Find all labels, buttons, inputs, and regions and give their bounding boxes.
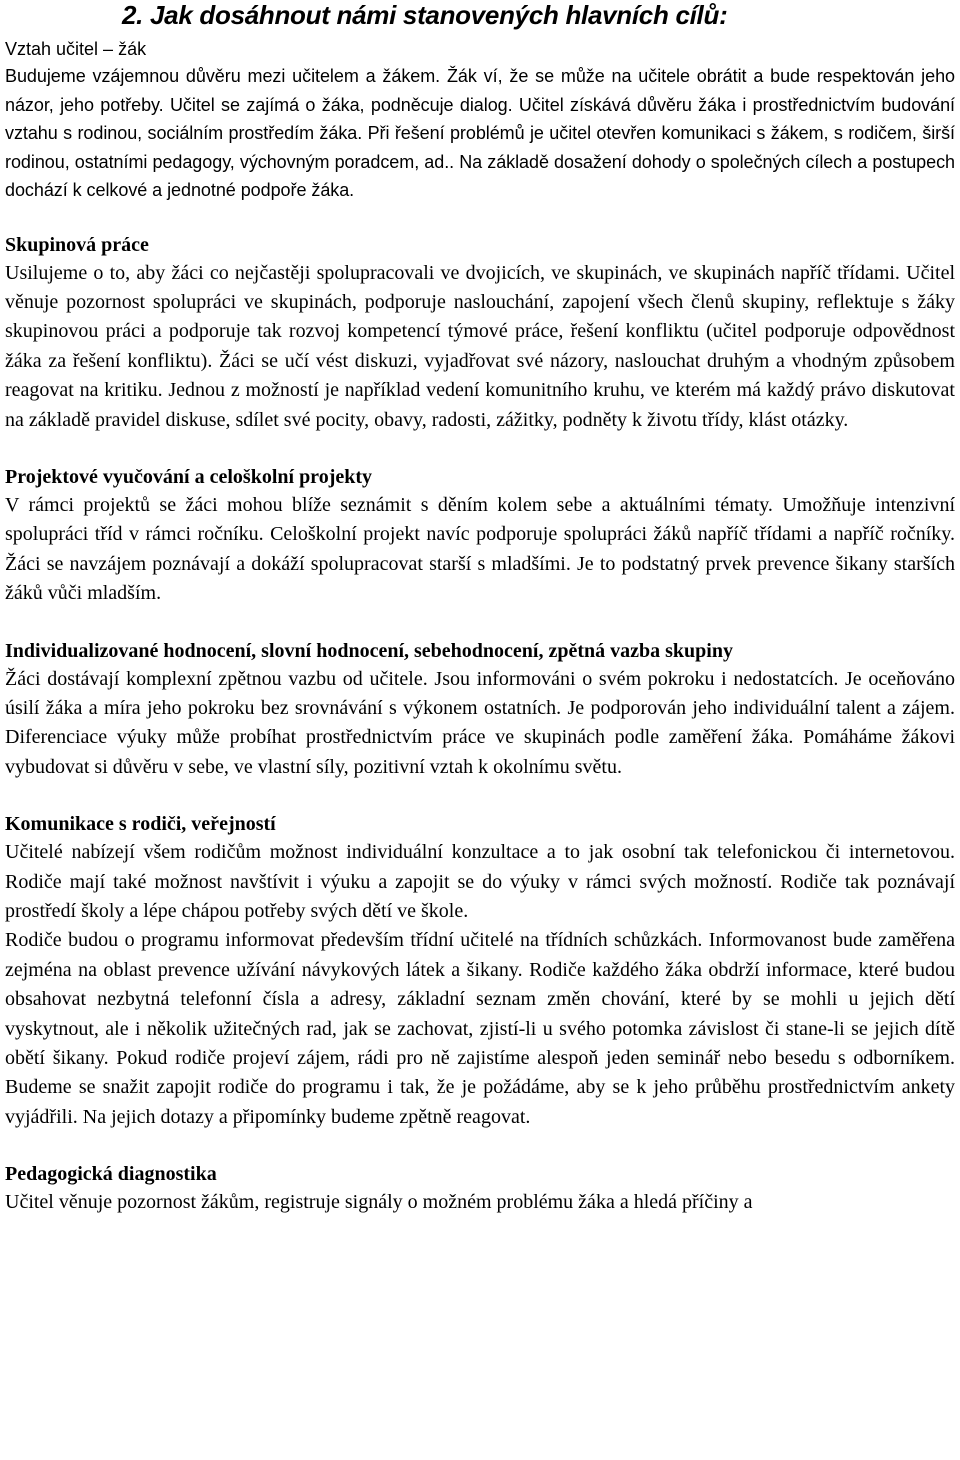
subheading-vztah: Vztah učitel – žák bbox=[5, 39, 147, 59]
paragraph-komunikace-1: Učitelé nabízejí všem rodičům možnost individuální konzultace a to jak osobní tak telefonickou či internetovou. Rodiče mají také možnost navštívit i výuku a zapojit se do výuky v rámci svých možností. Rodiče tak poznávají prostředí školy a lépe chápou potřeby svých dětí ve škole. bbox=[5, 841, 955, 922]
subheading-diagnostika: Pedagogická diagnostika bbox=[5, 1163, 217, 1186]
section-komunikace bbox=[5, 810, 955, 1132]
subheading-projekty: Projektové vyučování a celoškolní projekty bbox=[5, 465, 373, 488]
subheading-hodnoceni: Individualizované hodnocení, slovní hodnocení, sebehodnocení, zpětná vazba skupiny bbox=[5, 639, 733, 662]
paragraph-skupinova: Usilujeme o to, aby žáci co nejčastěji spolupracovali ve dvojicích, ve skupinách, ve skupinách napříč třídami. Učitel věnuje pozornost spolupráci ve skupinách, podporuje naslouchání, zapojení všech členů skupiny, reflektuje s žáky skupinovou práci a podporuje tak rozvoj kompetencí týmové práce, řešení konfliktu (učitel podporuje odpovědnost žáka za řešení konfliktu). Žáci se učí vést diskuzi, vyjadřovat své názory, naslouchat druhým a vhodným způsobem reagovat na kritiku. Jednou z možností je například vedení komunitního kruhu, ve kterém má každý právo diskutovat na základě pravidel diskuse, sdílet své pocity, obavy, radosti, zážitky, podněty k životu třídy, klást otázky. bbox=[5, 261, 955, 431]
section-diagnostika bbox=[5, 1160, 955, 1217]
paragraph-komunikace-2: Rodiče budou o programu informovat především třídní učitelé na třídních schůzkách. Informovanost bude zaměřena zejména na oblast prevence užívání návykových látek a šikany. Rodiče každého žáka obdrží informace, které budou obsahovat nezbytná telefonní čísla a adresy, základní seznam změn chování, které by se mohli u jejich dětí vyskytnout, ale i několik užitečných rad, jak se zachovat, zjistí-li u svého potomka závislost či stane-li se jejich dítě obětí šikany. Pokud rodiče projeví zájem, rádi pro ně zajistíme alespoň jeden seminář nebo besedu s odborníkem. Budeme se snažit zapojit rodiče do programu i tak, že je požádáme, aby se k jeho průběhu prostřednictvím ankety vyjádřili. Na jejich dotazy a připomínky budeme zpětně reagovat. bbox=[5, 929, 955, 1128]
document-page bbox=[5, 0, 955, 1218]
paragraph-diagnostika: Učitel věnuje pozornost žákům, registruje signály o možném problému žáka a hledá příčiny a bbox=[5, 1191, 753, 1214]
section-hodnoceni bbox=[5, 637, 955, 783]
paragraph-vztah: Budujeme vzájemnou důvěru mezi učitelem a žákem. Žák ví, že se může na učitele obrátit a bude respektován jeho názor, jeho potřeby. Učitel se zajímá o žáka, podněcuje dialog. Učitel získává důvěru žáka i prostřednictvím budování vztahu s rodinou, sociálním prostředím žáka. Při řešení problémů je učitel otevřen komunikaci s žákem, s rodičem, širší rodinou, ostatními pedagogy, výchovným poradcem, ad.. Na základě dosažení dohody o společných cílech a postupech dochází k celkové a jednotné podpoře žáka. bbox=[5, 66, 955, 200]
section-skupinova bbox=[5, 231, 955, 435]
section-heading: 2. Jak dosáhnout námi stanovených hlavních cílů: bbox=[122, 0, 728, 30]
paragraph-projekty: V rámci projektů se žáci mohou blíže seznámit s děním kolem sebe a aktuálními tématy. Umožňuje intenzivní spolupráci tříd v rámci ročníku. Celoškolní projekt navíc podporuje spolupráci žáků napříč třídami a napříč ročníky. Žáci se navzájem poznávají a dokáží spolupracovat starší s mladšími. Je to podstatný prvek prevence šikany starších žáků vůči mladším. bbox=[5, 493, 955, 605]
section-projekty bbox=[5, 463, 955, 609]
subheading-komunikace: Komunikace s rodiči, veřejností bbox=[5, 813, 276, 836]
subheading-skupinova: Skupinová práce bbox=[5, 233, 149, 256]
paragraph-hodnoceni: Žáci dostávají komplexní zpětnou vazbu od učitele. Jsou informováni o svém pokroku i nedostatcích. Je oceňováno úsilí žáka a míra jeho pokroku bez srovnávání s výkonem ostatních. Je podporován jeho individuální talent a zájem. Diferenciace výuky může probíhat prostřednictvím práce ve skupinách podle zaměření žáka. Pomáháme žákovi vybudovat si důvěru v sebe, ve vlastní síly, pozitivní vztah k okolnímu světu. bbox=[5, 667, 955, 778]
